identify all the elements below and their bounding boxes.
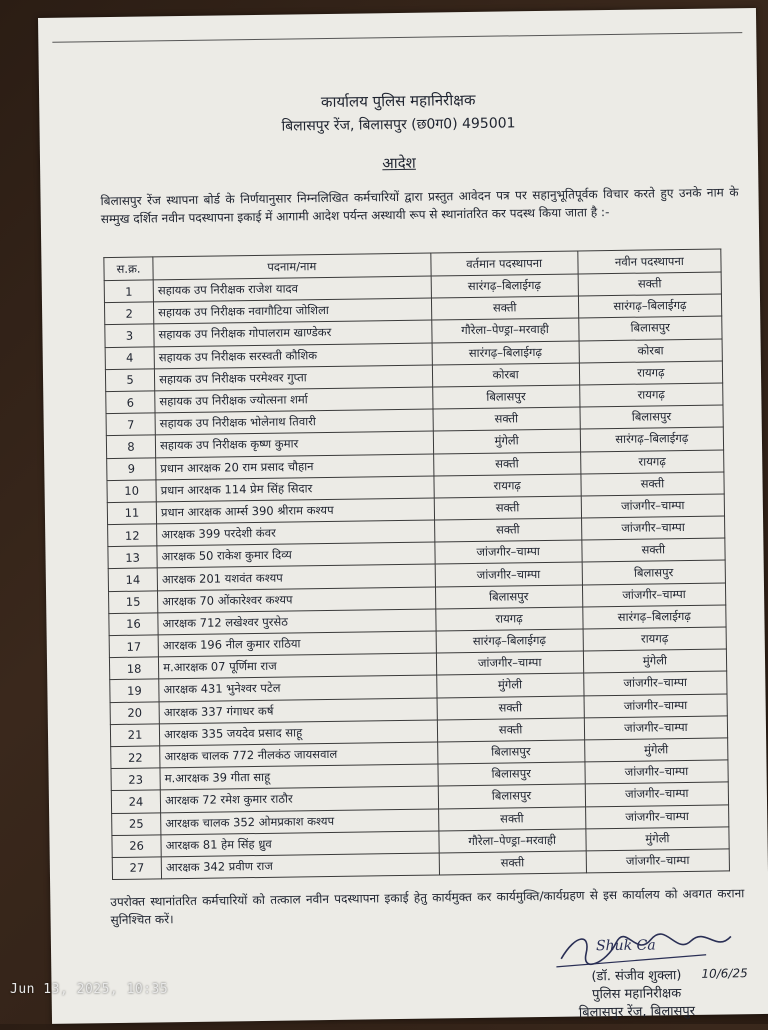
letterhead <box>39 86 758 139</box>
signatory-place: बिलासपुर रेंज, बिलासपुर <box>578 1003 696 1021</box>
order-title-text: आदेश <box>382 153 416 173</box>
signature-scribble <box>556 926 737 969</box>
cell-new-posting: सक्ती <box>582 538 726 562</box>
cell-current-posting: कोरबा <box>432 363 580 387</box>
cell-name: प्रधान आरक्षक 20 राम प्रसाद चौहान <box>156 454 434 480</box>
cell-new-posting: सारंगढ़–बिलाईगढ़ <box>580 427 724 451</box>
cell-name: आरक्षक 72 रमेश कुमार राठौर <box>160 786 438 812</box>
cell-current-posting: सक्ती <box>433 451 581 475</box>
cell-current-posting: रायगढ़ <box>435 607 583 631</box>
cell-name: सहायक उप निरीक्षक राजेश यादव <box>153 276 431 302</box>
cell-current-posting: सक्ती <box>439 851 587 875</box>
office-address: बिलासपुर रेंज, बिलासपुर (छ0ग0) 495001 <box>281 115 516 135</box>
cell-current-posting: सक्ती <box>433 407 581 431</box>
signature-scribble-text: Shuk Ca <box>595 937 656 955</box>
col-header-name: पदनाम/नाम <box>153 253 431 280</box>
cell-new-posting: सक्ती <box>578 272 722 296</box>
cell-current-posting: रायगढ़ <box>433 474 581 498</box>
cell-new-posting: बिलासपुर <box>582 560 726 584</box>
cell-serial: 16 <box>109 613 158 636</box>
cell-new-posting: बिलासपुर <box>578 316 722 340</box>
cell-serial: 26 <box>112 835 161 858</box>
cell-current-posting: सक्ती <box>431 296 579 320</box>
cell-serial: 12 <box>108 524 157 547</box>
cell-current-posting: बिलासपुर <box>432 385 580 409</box>
cell-current-posting: बिलासपुर <box>437 762 585 786</box>
cell-new-posting: रायगढ़ <box>583 627 727 651</box>
cell-new-posting: जांजगीर–चाम्पा <box>585 760 729 784</box>
transfer-table <box>103 248 730 880</box>
cell-name: आरक्षक 50 राकेश कुमार दिव्य <box>157 542 435 568</box>
signatory-designation: पुलिस महानिरीक्षक <box>592 986 682 1003</box>
signature-date: 10/6/25 <box>701 966 748 981</box>
cell-new-posting: जांजगीर–चाम्पा <box>586 849 730 873</box>
cell-new-posting: सारंगढ़–बिलाईगढ़ <box>578 294 722 318</box>
cell-new-posting: रायगढ़ <box>579 361 723 385</box>
cell-name: प्रधान आरक्षक 114 प्रेम सिंह सिदार <box>156 476 434 502</box>
cell-current-posting: बिलासपुर <box>437 740 585 764</box>
cell-name: आरक्षक 70 ओंकारेश्वर कश्यप <box>158 587 436 613</box>
cell-serial: 3 <box>105 324 154 347</box>
cell-current-posting: बिलासपुर <box>438 784 586 808</box>
cell-serial: 6 <box>106 391 155 414</box>
cell-name: सहायक उप निरीक्षक सरस्वती कौशिक <box>154 343 432 369</box>
top-rule <box>52 32 742 43</box>
cell-name: सहायक उप निरीक्षक नवागौटिया जोशिला <box>154 298 432 324</box>
cell-name: सहायक उप निरीक्षक परमेश्वर गुप्ता <box>154 365 432 391</box>
cell-name: म.आरक्षक 39 गीता साहू <box>160 764 438 790</box>
cell-serial: 8 <box>106 435 155 458</box>
cell-name: सहायक उप निरीक्षक भोलेनाथ तिवारी <box>155 409 433 435</box>
table-body <box>104 272 729 880</box>
cell-current-posting: सारंगढ़–बिलाईगढ़ <box>436 629 584 653</box>
cell-name: आरक्षक 712 लखेश्वर पुरसेठ <box>158 609 436 635</box>
cell-serial: 10 <box>107 480 156 503</box>
cell-new-posting: जांजगीर–चाम्पा <box>584 694 728 718</box>
cell-current-posting: सारंगढ़–बिलाईगढ़ <box>432 341 580 365</box>
cell-name: सहायक उप निरीक्षक कृष्ण कुमार <box>155 431 433 457</box>
col-header-new: नवीन पदस्थापना <box>578 249 722 274</box>
cell-current-posting: सक्ती <box>434 518 582 542</box>
cell-name: आरक्षक 431 भुनेश्वर पटेल <box>159 675 437 701</box>
cell-new-posting: बिलासपुर <box>580 405 724 429</box>
cell-serial: 19 <box>110 679 159 702</box>
cell-serial: 18 <box>109 657 158 680</box>
cell-current-posting: बिलासपुर <box>435 585 583 609</box>
cell-current-posting: मुंगेली <box>433 429 581 453</box>
cell-serial: 9 <box>107 457 156 480</box>
cell-name: आरक्षक चालक 352 ओमप्रकाश कश्यप <box>161 808 439 834</box>
cell-serial: 20 <box>110 701 159 724</box>
cell-name: आरक्षक 196 नील कुमार राठिया <box>158 631 436 657</box>
col-header-current: वर्तमान पदस्थापना <box>430 251 578 276</box>
photo-timestamp: Jun 13, 2025, 10:35 <box>10 982 169 997</box>
cell-serial: 7 <box>106 413 155 436</box>
cell-name: आरक्षक 81 हेम सिंह ध्रुव <box>161 831 439 857</box>
cell-current-posting: गौरेला–पेण्ड्रा–मरवाही <box>438 829 586 853</box>
cell-current-posting: सक्ती <box>437 718 585 742</box>
cell-new-posting: सारंगढ़–बिलाईगढ़ <box>583 605 727 629</box>
cell-name: आरक्षक 399 परदेशी कंवर <box>157 520 435 546</box>
cell-current-posting: मुंगेली <box>436 673 584 697</box>
cell-name: आरक्षक 335 जयदेव प्रसाद साहू <box>159 720 437 746</box>
cell-name: आरक्षक 201 यशवंत कश्यप <box>157 564 435 590</box>
cell-current-posting: सक्ती <box>437 696 585 720</box>
closing-paragraph: उपरोक्त स्थानांतरित कर्मचारियों को तत्काल नवीन पदस्थापना इकाई हेतु कार्यमुक्त कर कार्यमुक्ति/कार्यग्रहण से इस कार्यालय को अवगत कराना सुनिश्चित करें। <box>110 886 745 928</box>
cell-new-posting: मुंगेली <box>583 649 727 673</box>
cell-current-posting: जांजगीर–चाम्पा <box>435 562 583 586</box>
cell-new-posting: जांजगीर–चाम्पा <box>583 671 727 695</box>
cell-new-posting: जांजगीर–चाम्पा <box>582 583 726 607</box>
cell-current-posting: सारंगढ़–बिलाईगढ़ <box>431 274 579 298</box>
cell-name: प्रधान आरक्षक आर्म्स 390 श्रीराम कश्यप <box>156 498 434 524</box>
cell-new-posting: रायगढ़ <box>580 449 724 473</box>
cell-new-posting: मुंगेली <box>586 827 730 851</box>
cell-current-posting: सक्ती <box>434 496 582 520</box>
col-header-serial: स.क्र. <box>104 257 153 281</box>
cell-serial: 2 <box>104 302 153 325</box>
cell-serial: 21 <box>110 724 159 747</box>
cell-new-posting: जांजगीर–चाम्पा <box>584 716 728 740</box>
cell-new-posting: जांजगीर–चाम्पा <box>585 782 729 806</box>
cell-new-posting: जांजगीर–चाम्पा <box>581 494 725 518</box>
cell-new-posting: जांजगीर–चाम्पा <box>581 516 725 540</box>
cell-serial: 17 <box>109 635 158 658</box>
signatory-name: (डॉ. संजीव शुक्ला) <box>591 968 682 985</box>
cell-name: सहायक उप निरीक्षक गोपालराम खाण्डेकर <box>154 320 432 346</box>
intro-paragraph: बिलासपुर रेंज स्थापना बोर्ड के निर्णयानुसार निम्नलिखित कर्मचारियों द्वारा प्रस्तुत आवेदन पत्र पर सहानुभूतिपूर्वक विचार करते हुए उनके नाम के सम्मुख दर्शित नवीन पदस्थापना इकाई में आगामी आदेश पर्यन्त अस्थायी रूप से स्थानांतरित कर पदस्थ किया जाता है :- <box>100 185 739 227</box>
signatory-block <box>551 967 722 1023</box>
cell-name: आरक्षक चालक 772 नीलकंठ जायसवाल <box>160 742 438 768</box>
cell-new-posting: रायगढ़ <box>579 383 723 407</box>
cell-new-posting: जांजगीर–चाम्पा <box>585 804 729 828</box>
cell-new-posting: कोरबा <box>579 339 723 363</box>
cell-serial: 4 <box>105 346 154 369</box>
cell-current-posting: जांजगीर–चाम्पा <box>434 540 582 564</box>
cell-name: सहायक उप निरीक्षक ज्योत्सना शर्मा <box>155 387 433 413</box>
cell-current-posting: सक्ती <box>438 806 586 830</box>
cell-current-posting: गौरेला–पेण्ड्रा–मरवाही <box>431 318 579 342</box>
order-document <box>38 8 768 1024</box>
cell-name: म.आरक्षक 07 पूर्णिमा राज <box>159 653 437 679</box>
cell-serial: 23 <box>111 768 160 791</box>
cell-name: आरक्षक 337 गंगाधर कर्ष <box>159 698 437 724</box>
cell-serial: 1 <box>104 280 153 303</box>
cell-serial: 22 <box>111 746 160 769</box>
cell-new-posting: सक्ती <box>581 472 725 496</box>
cell-serial: 25 <box>112 812 161 835</box>
cell-serial: 14 <box>108 568 157 591</box>
cell-serial: 27 <box>112 857 161 880</box>
cell-serial: 13 <box>108 546 157 569</box>
cell-current-posting: जांजगीर–चाम्पा <box>436 651 584 675</box>
office-name: कार्यालय पुलिस महानिरीक्षक <box>320 90 476 112</box>
cell-serial: 15 <box>109 591 158 614</box>
cell-serial: 11 <box>107 502 156 525</box>
cell-serial: 5 <box>105 369 154 392</box>
order-title <box>40 148 758 178</box>
cell-name: आरक्षक 342 प्रवीण राज <box>161 853 439 879</box>
cell-new-posting: मुंगेली <box>584 738 728 762</box>
cell-serial: 24 <box>111 790 160 813</box>
